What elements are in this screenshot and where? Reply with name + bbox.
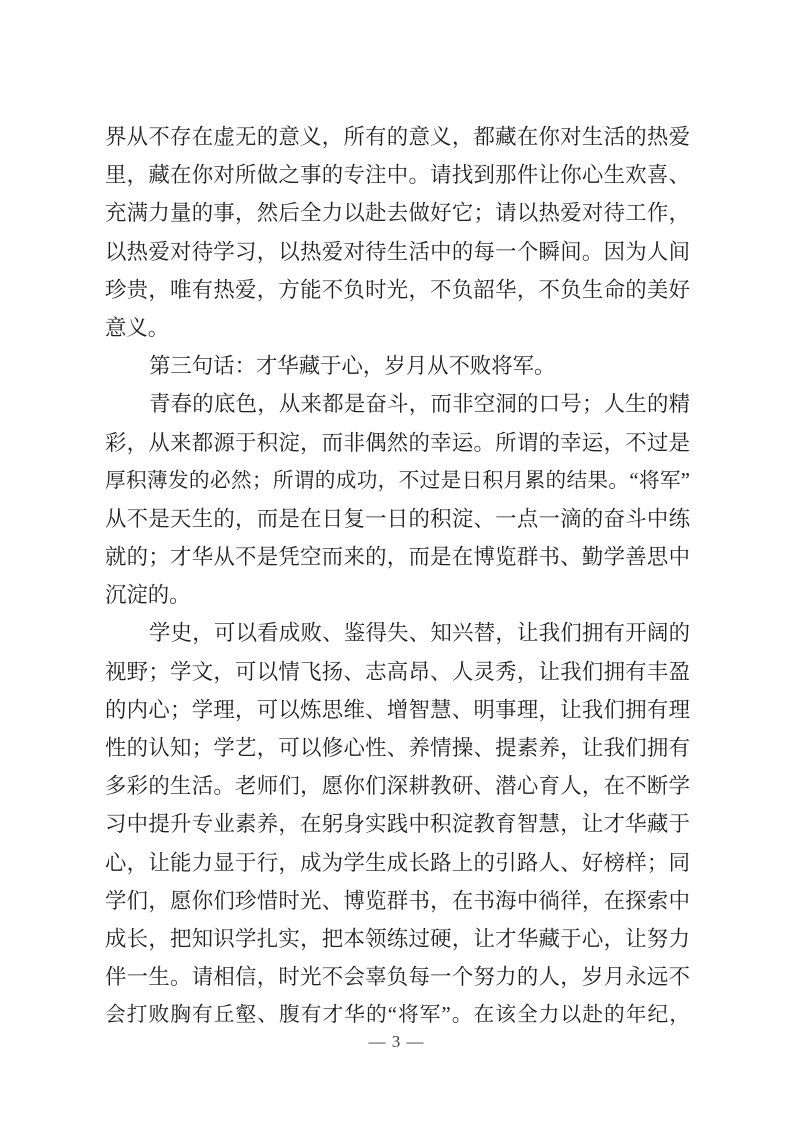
text-line: 会打败胸有丘壑、腹有才华的“将军”。在该全力以赴的年纪， bbox=[105, 1004, 690, 1027]
text-line: 界从不存在虚无的意义，所有的意义，都藏在你对生活的热爱 bbox=[105, 125, 690, 149]
text-line: 多彩的生活。老师们，愿你们深耕教研、潜心育人，在不断学 bbox=[105, 774, 690, 799]
text-line: 的内心；学理，可以炼思维、增智慧、明事理，让我们拥有理 bbox=[105, 697, 690, 722]
text-line: 习中提升专业素养，在躬身实践中积淀教育智慧，让才华藏于 bbox=[105, 812, 690, 837]
text-line: 青春的底色，从来都是奋斗，而非空洞的口号；人生的精 bbox=[149, 392, 690, 417]
text-line: 视野；学文，可以情飞扬、志高昂、人灵秀，让我们拥有丰盈 bbox=[105, 659, 690, 684]
text-line: 伴一生。请相信，时光不会辜负每一个努力的人，岁月永远不 bbox=[105, 965, 690, 990]
text-line: 从不是天生的，而是在日复一日的积淀、一点一滴的奋斗中练 bbox=[105, 506, 690, 531]
text-line: 厚积薄发的必然；所谓的成功，不过是日积月累的结果。“将军” bbox=[105, 469, 690, 492]
text-line: 沉淀的。 bbox=[105, 583, 191, 608]
text-line: 珍贵，唯有热爱，方能不负时光，不负韶华，不负生命的美好 bbox=[105, 277, 690, 302]
text-line-paragraph-heading: 第三句话：才华藏于心，岁月从不败将军。 bbox=[149, 354, 556, 379]
text-line: 学们，愿你们珍惜时光、博览群书，在书海中徜徉，在探索中 bbox=[105, 888, 690, 913]
text-line: 以热爱对待学习，以热爱对待生活中的每一个瞬间。因为人间 bbox=[105, 239, 690, 264]
page-number: — 3 — bbox=[368, 1032, 425, 1051]
text-line: 性的认知；学艺，可以修心性、养情操、提素养，让我们拥有 bbox=[105, 736, 690, 760]
text-line: 里，藏在你对所做之事的专注中。请找到那件让你心生欢喜、 bbox=[105, 163, 690, 188]
text-block bbox=[105, 118, 690, 1035]
text-line: 就的；才华从不是凭空而来的，而是在博览群书、勤学善思中 bbox=[105, 545, 690, 570]
text-line: 意义。 bbox=[105, 315, 170, 340]
text-line: 心，让能力显于行，成为学生成长路上的引路人、好榜样；同 bbox=[105, 850, 690, 875]
text-line: 成长，把知识学扎实，把本领练过硬，让才华藏于心，让努力 bbox=[105, 926, 690, 951]
text-line: 充满力量的事，然后全力以赴去做好它；请以热爱对待工作， bbox=[105, 201, 690, 226]
text-line: 学史，可以看成败、鉴得失、知兴替，让我们拥有开阔的 bbox=[149, 621, 690, 646]
text-line: 彩，从来都源于积淀，而非偶然的幸运。所谓的幸运，不过是 bbox=[105, 430, 690, 455]
